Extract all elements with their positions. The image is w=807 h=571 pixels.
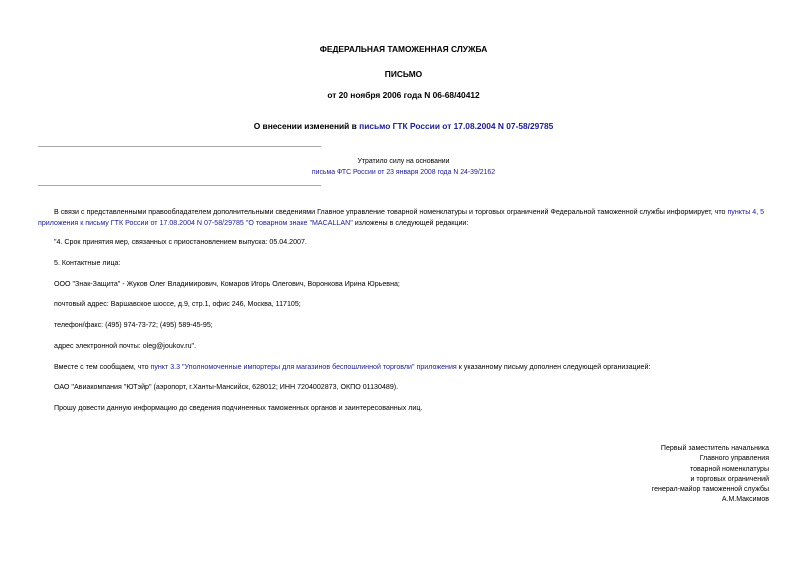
closing-paragraph: Прошу довести данную информацию до сведения подчиненных таможенных органов и заинтересованных лиц. (54, 404, 423, 412)
together-link[interactable]: пункт 3.3 "Уполномоченные импортеры для магазинов беспошлинной торговли" приложения (150, 363, 457, 371)
intro-text: В связи с представленными правообладателем дополнительными сведениями Главное управление товарной номенклатуры и торговых ограничений Федеральной таможенной службы информирует, что (54, 208, 728, 216)
intro-link[interactable]: пункты 4, 5 приложения к письму ГТК России от 17.08.2004 N 07-58/29785 "О товарном знаке "MACALLAN" (38, 208, 765, 227)
phone-fax: телефон/факс: (495) 974-73-72; (495) 589-45-95; (54, 321, 213, 329)
together-tail: к указанному письму дополнен следующей организацией: (456, 363, 651, 371)
lost-force-line: Утратило силу на основании (357, 158, 450, 165)
document-date-number: от 20 ноября 2006 года N 06-68/40412 (327, 90, 480, 100)
together-prefix: Вместе с тем сообщаем, что (54, 363, 151, 371)
postal-address: почтовый адрес: Варшавское шоссе, д.9, стр.1, офис 246, Москва, 117105; (54, 300, 301, 308)
signature-line: и торговых ограничений (690, 475, 769, 483)
signature-line: Первый заместитель начальника (660, 445, 769, 452)
lost-force-link[interactable]: письма ФТС России от 23 января 2008 года N 24-39/2162 (311, 169, 496, 176)
email-address: адрес электронной почты: oleg@joukov.ru". (54, 342, 197, 350)
item-5-paragraph: 5. Контактные лица: (54, 259, 121, 267)
intro-paragraph (38, 207, 769, 229)
signature-line: Главного управления (699, 455, 769, 463)
title-link[interactable]: письмо ГТК России от 17.08.2004 N 07-58/29785 (359, 121, 554, 131)
divider-top (38, 146, 321, 147)
intro-tail: изложены в следующей редакции: (352, 219, 469, 227)
document-type: ПИСЬМО (384, 69, 423, 79)
agency-title: ФЕДЕРАЛЬНАЯ ТАМОЖЕННАЯ СЛУЖБА (319, 44, 488, 54)
document-title (0, 121, 807, 132)
title-prefix: О внесении изменений в (253, 121, 360, 131)
signature-block (652, 444, 769, 506)
signature-line: генерал-майор таможенной службы (651, 486, 769, 494)
item-4-paragraph: "4. Срок принятия мер, связанных с приостановлением выпуска: 05.04.2007. (54, 238, 307, 246)
divider-bottom (38, 185, 321, 186)
together-paragraph (54, 363, 650, 373)
signature-name: А.М.Максимов (721, 496, 769, 504)
signature-line: товарной номенклатуры (690, 465, 769, 473)
utair-paragraph: ОАО "Авиакомпания "ЮТэйр" (аэропорт, г.Ханты-Мансийск, 628012; ИНН 7204002873, ОКПО 01130489). (54, 383, 399, 391)
company-contacts: ООО "Знак-Защита" - Жуков Олег Владимирович, Комаров Игорь Олегович, Воронкова Ирина Юрьевна; (54, 280, 400, 288)
